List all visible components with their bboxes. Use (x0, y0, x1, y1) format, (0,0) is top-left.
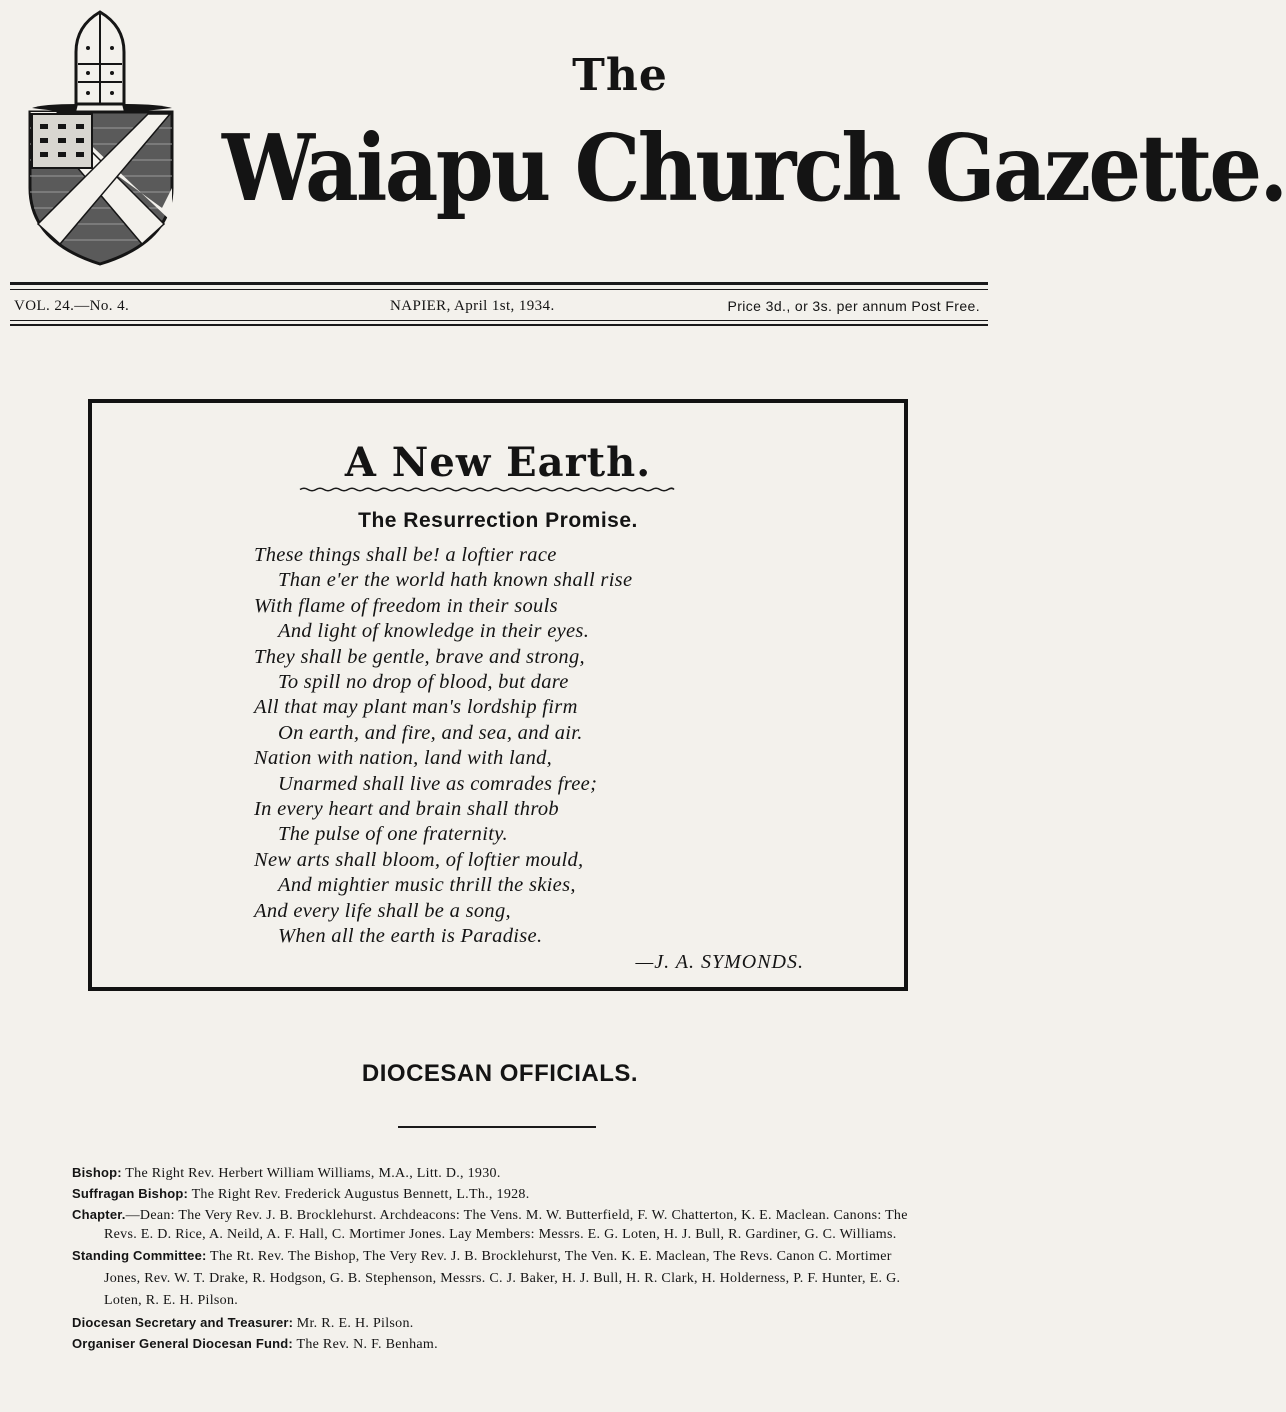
poem-title: A New Earth. (344, 439, 652, 486)
poem-line: On earth, and fire, and sea, and air. (278, 721, 583, 744)
poem-lines (254, 543, 814, 950)
poem-line: These things shall be! a loftier race (254, 544, 557, 566)
official-entry-label: Organiser General Diocesan Fund: (72, 1336, 293, 1351)
masthead-title-the: The (572, 50, 668, 101)
officials-divider (398, 1126, 596, 1128)
poem-line: And every life shall be a song, (254, 899, 511, 922)
official-entry-text: —Dean: The Very Rev. J. B. Brocklehurst. Archdeacons: The Vens. M. W. Butterfield, F. W. Chatterton, K. E. Maclean. Canons: The Revs. E. D. Rice, A. Neild, A. F. Hall, C. Mortimer Jones. Lay Members: Messrs. E. G. Loten, H. J. Bull, R. Gardiner, G. C. Williams. (104, 1208, 908, 1242)
official-entry-text: The Right Rev. Herbert William Williams, M.A., Litt. D., 1930. (125, 1166, 501, 1181)
official-entry-secretary (72, 1313, 924, 1333)
official-entry-label: Suffragan Bishop: (72, 1186, 189, 1201)
official-entry-label: Chapter. (72, 1207, 126, 1222)
official-entry-text: Mr. R. E. H. Pilson. (296, 1316, 414, 1331)
poem-line: Than e'er the world hath known shall rise (278, 569, 633, 592)
poem-line: Unarmed shall live as comrades free; (278, 772, 598, 795)
poem-line: With flame of freedom in their souls (254, 594, 558, 617)
poem-line: The pulse of one fraternity. (278, 823, 508, 846)
poem-line: And light of knowledge in their eyes. (278, 620, 590, 643)
poem-line: And mightier music thrill the skies, (278, 874, 576, 897)
masthead-rule-top (10, 282, 988, 290)
poem-line: New arts shall bloom, of loftier mould, (254, 848, 584, 871)
poem-line: All that may plant man's lordship firm (254, 696, 578, 719)
poem-line: When all the earth is Paradise. (278, 925, 543, 948)
officials-list (72, 1163, 924, 1355)
officials-heading: DIOCESAN OFFICIALS. (361, 1060, 639, 1087)
poem-line: To spill no drop of blood, but dare (278, 671, 569, 694)
official-entry-text: The Rt. Rev. The Bishop, The Very Rev. J. B. Brocklehurst, The Ven. K. E. Maclean, The Revs. Canon C. Mortimer Jones, Rev. W. T. Drake, R. Hodgson, G. B. Stephenson, Messrs. C. J. Baker, H. J. Bull, H. R. Clark, H. Holderness, P. F. Hunter, E. G. Loten, R. E. H. Pilson. (104, 1249, 901, 1308)
official-entry-organiser (72, 1334, 924, 1354)
masthead-rule-bottom (10, 320, 988, 326)
poem-subtitle: The Resurrection Promise. (358, 509, 638, 532)
poem-line: In every heart and brain shall throb (254, 798, 559, 821)
official-entry-label: Bishop: (72, 1165, 122, 1180)
issue-info-bar (14, 296, 980, 318)
issue-volume: VOL. 24.—No. 4. (14, 298, 130, 314)
official-entry-bishop (72, 1163, 924, 1183)
wavy-rule-divider (300, 487, 674, 492)
poem-author: —J. A. SYMONDS. (635, 951, 804, 973)
official-entry-standing-committee (72, 1245, 924, 1312)
official-entry-text: The Rev. N. F. Benham. (296, 1337, 438, 1352)
poem-line: They shall be gentle, brave and strong, (254, 645, 585, 668)
issue-price: Price 3d., or 3s. per annum Post Free. (727, 298, 980, 314)
poem-box (88, 399, 908, 991)
official-entry-label: Diocesan Secretary and Treasurer: (72, 1315, 294, 1330)
official-entry-label: Standing Committee: (72, 1248, 207, 1263)
poem-line: Nation with nation, land with land, (254, 747, 553, 770)
diocesan-crest-icon (12, 8, 188, 266)
official-entry-suffragan (72, 1184, 924, 1204)
official-entry-text: The Right Rev. Frederick Augustus Bennett, L.Th., 1928. (191, 1187, 530, 1202)
issue-place-date: NAPIER, April 1st, 1934. (390, 298, 555, 314)
official-entry-chapter (72, 1205, 924, 1244)
masthead-title: Waiapu Church Gazette. (222, 114, 1286, 222)
